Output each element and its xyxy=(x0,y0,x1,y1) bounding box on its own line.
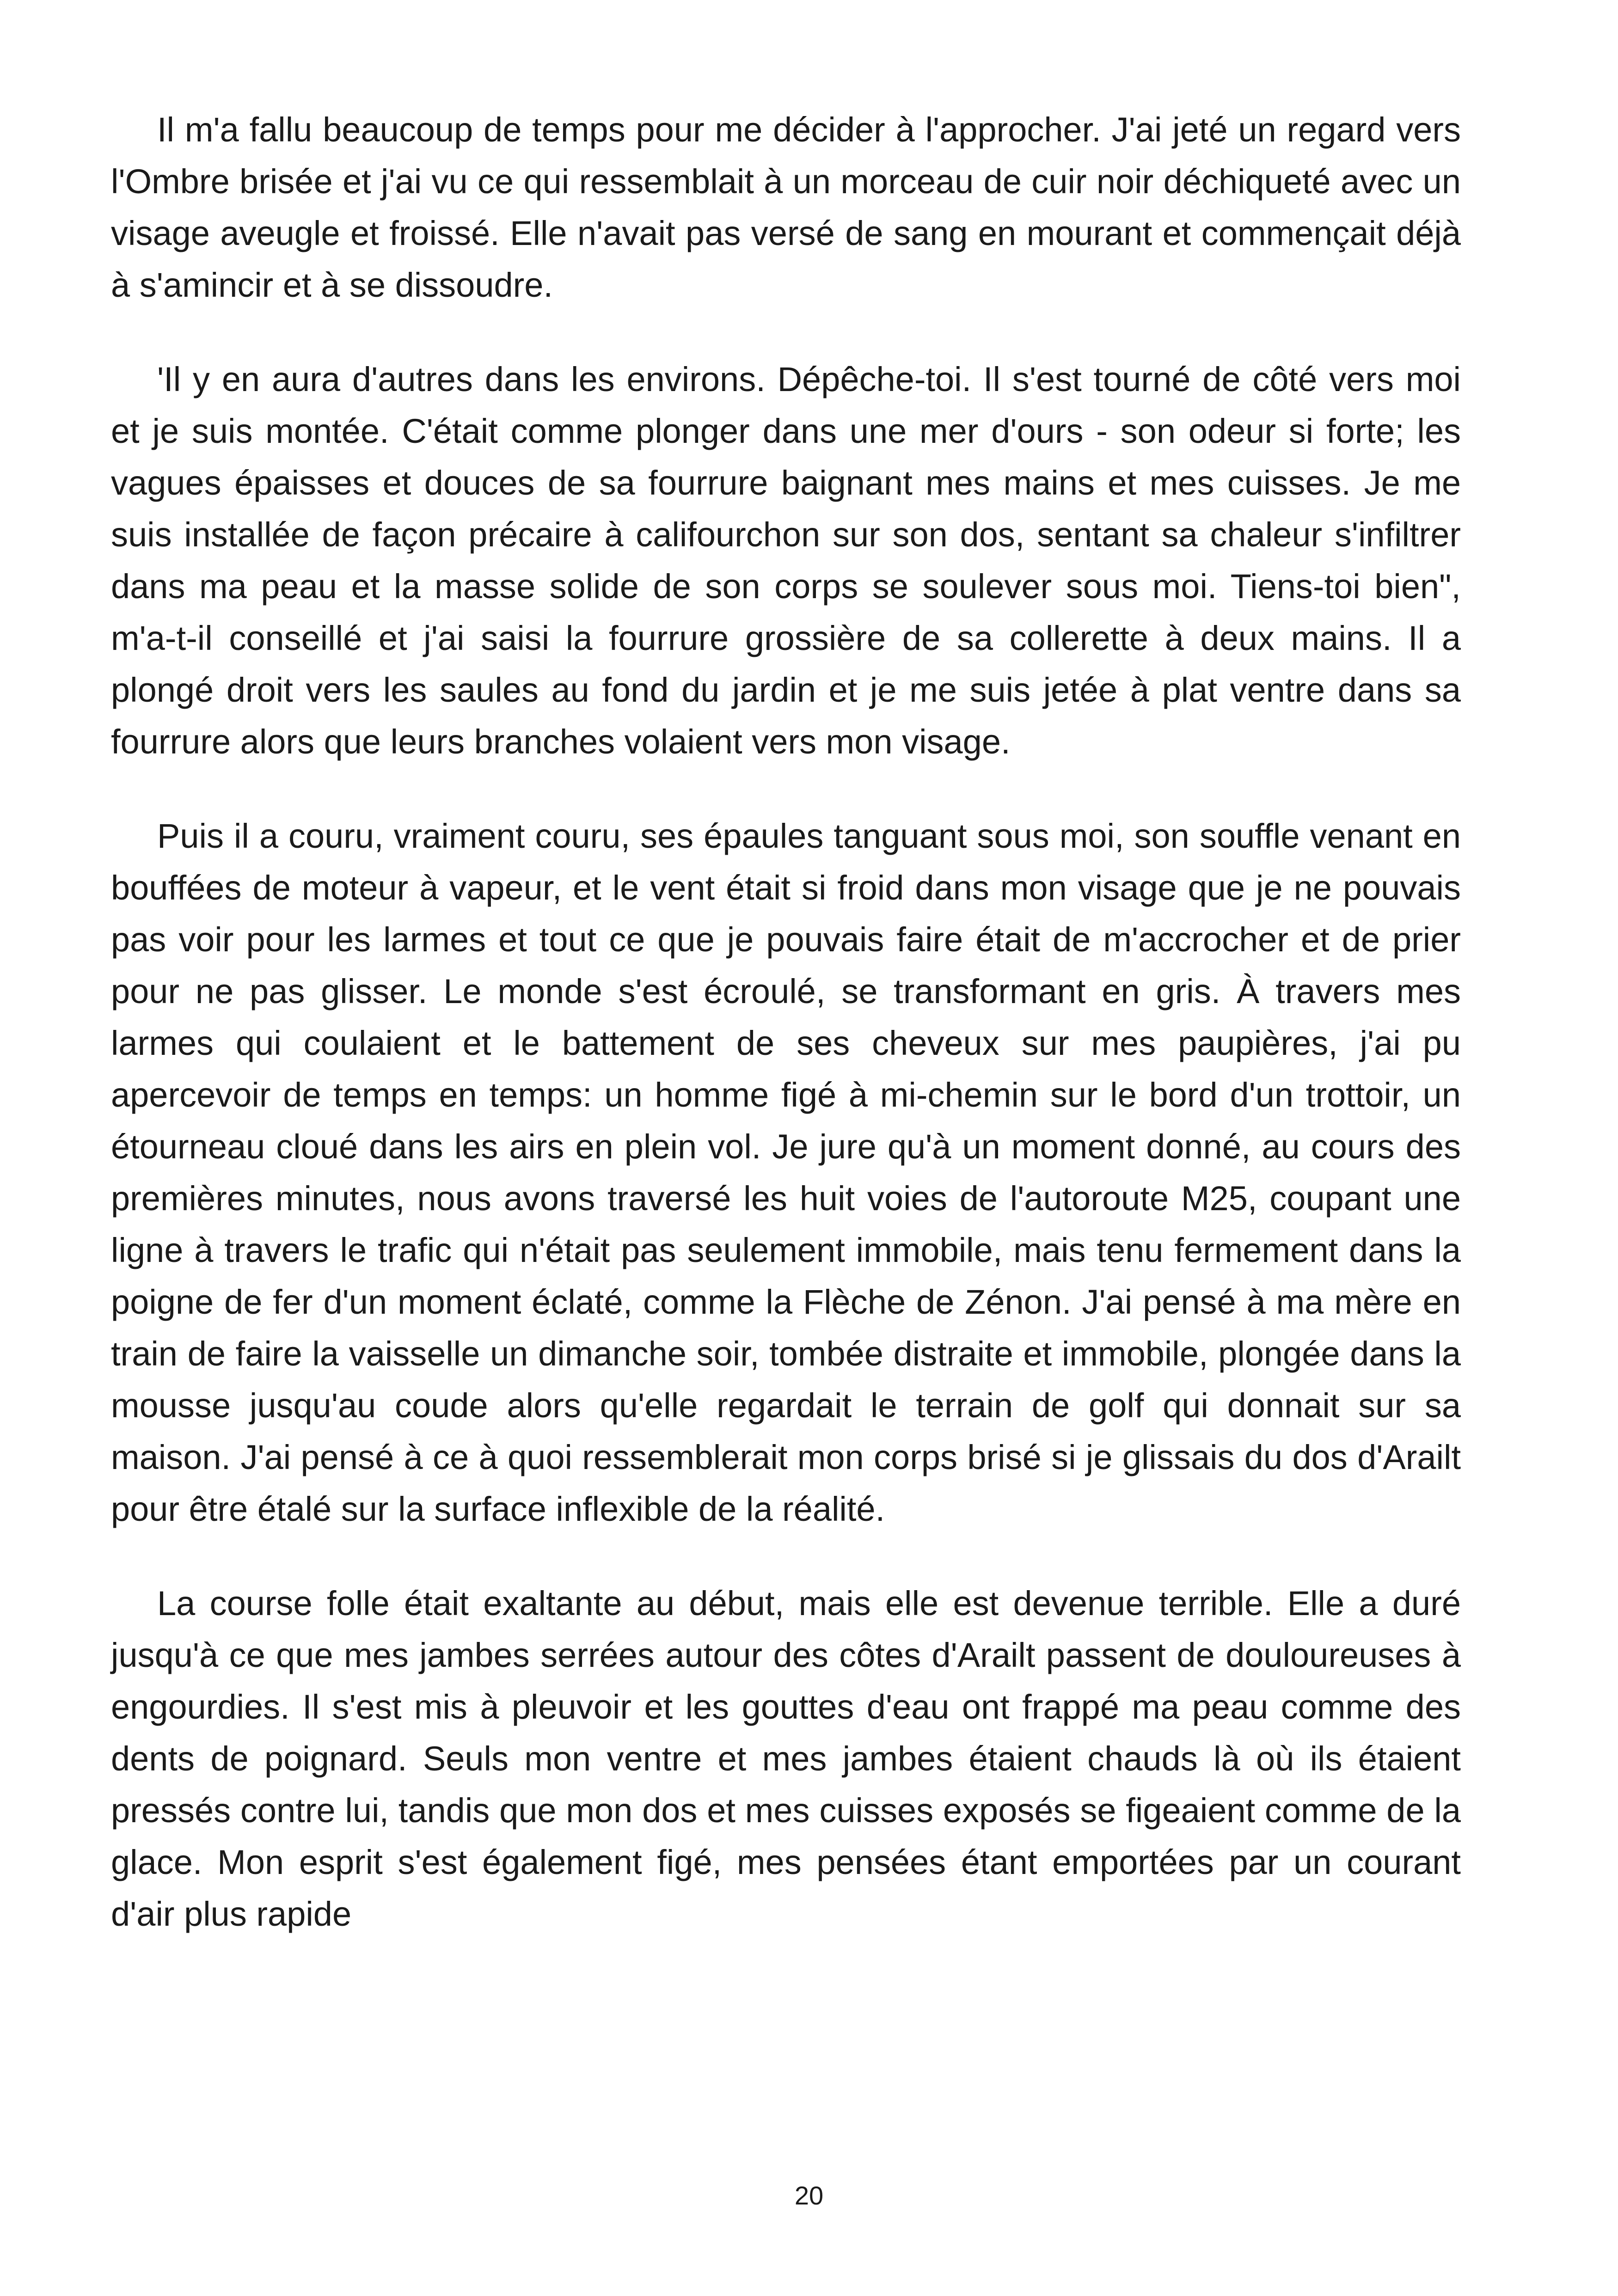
paragraph-3: Puis il a couru, vraiment couru, ses épaules tanguant sous moi, son souffle venant en bouffées de moteur à vapeur, et le vent était si froid dans mon visage que je ne pouvais pas voir pour les larmes et tout ce que je pouvais faire était de m'accrocher et de prier pour ne pas glisser. Le monde s'est écroulé, se transformant en gris. À travers mes larmes qui coulaient et le battement de ses cheveux sur mes paupières, j'ai pu apercevoir de temps en temps: un homme figé à mi-chemin sur le bord d'un trottoir, un étourneau cloué dans les airs en plein vol. Je jure qu'à un moment donné, au cours des premières minutes, nous avons traversé les huit voies de l'autoroute M25, coupant une ligne à travers le trafic qui n'était pas seulement immobile, mais tenu fermement dans la poigne de fer d'un moment éclaté, comme la Flèche de Zénon. J'ai pensé à ma mère en train de faire la vaisselle un dimanche soir, tombée distraite et immobile, plongée dans la mousse jusqu'au coude alors qu'elle regardait le terrain de golf qui donnait sur sa maison. J'ai pensé à ce à quoi ressemblerait mon corps brisé si je glissais du dos d'Arailt pour être étalé sur la surface inflexible de la réalité. xyxy=(111,817,1461,1528)
page-number: 20 xyxy=(794,2181,824,2210)
paragraph-1: Il m'a fallu beaucoup de temps pour me décider à l'approcher. J'ai jeté un regard vers l'Ombre brisée et j'ai vu ce qui ressemblait à un morceau de cuir noir déchiqueté avec un visage aveugle et froissé. Elle n'avait pas versé de sang en mourant et commençait déjà à s'amincir et à se dissoudre. xyxy=(111,110,1461,304)
paragraph-4: La course folle était exaltante au début, mais elle est devenue terrible. Elle a duré jusqu'à ce que mes jambes serrées autour des côtes d'Arailt passent de douloureuses à engourdies. Il s'est mis à pleuvoir et les gouttes d'eau ont frappé ma peau comme des dents de poignard. Seuls mon ventre et mes jambes étaient chauds là où ils étaient pressés contre lui, tandis que mon dos et mes cuisses exposés se figeaient comme de la glace. Mon esprit s'est également figé, mes pensées étant emportées par un courant d'air plus rapide xyxy=(111,1584,1461,1933)
body-text xyxy=(111,104,1461,1940)
paragraph-2: 'Il y en aura d'autres dans les environs. Dépêche-toi. Il s'est tourné de côté vers moi et je suis montée. C'était comme plonger dans une mer d'ours - son odeur si forte; les vagues épaisses et douces de sa fourrure baignant mes mains et mes cuisses. Je me suis installée de façon précaire à califourchon sur son dos, sentant sa chaleur s'infiltrer dans ma peau et la masse solide de son corps se soulever sous moi. Tiens-toi bien", m'a-t-il conseillé et j'ai saisi la fourrure grossière de sa collerette à deux mains. Il a plongé droit vers les saules au fond du jardin et je me suis jetée à plat ventre dans sa fourrure alors que leurs branches volaient vers mon visage. xyxy=(111,360,1461,761)
